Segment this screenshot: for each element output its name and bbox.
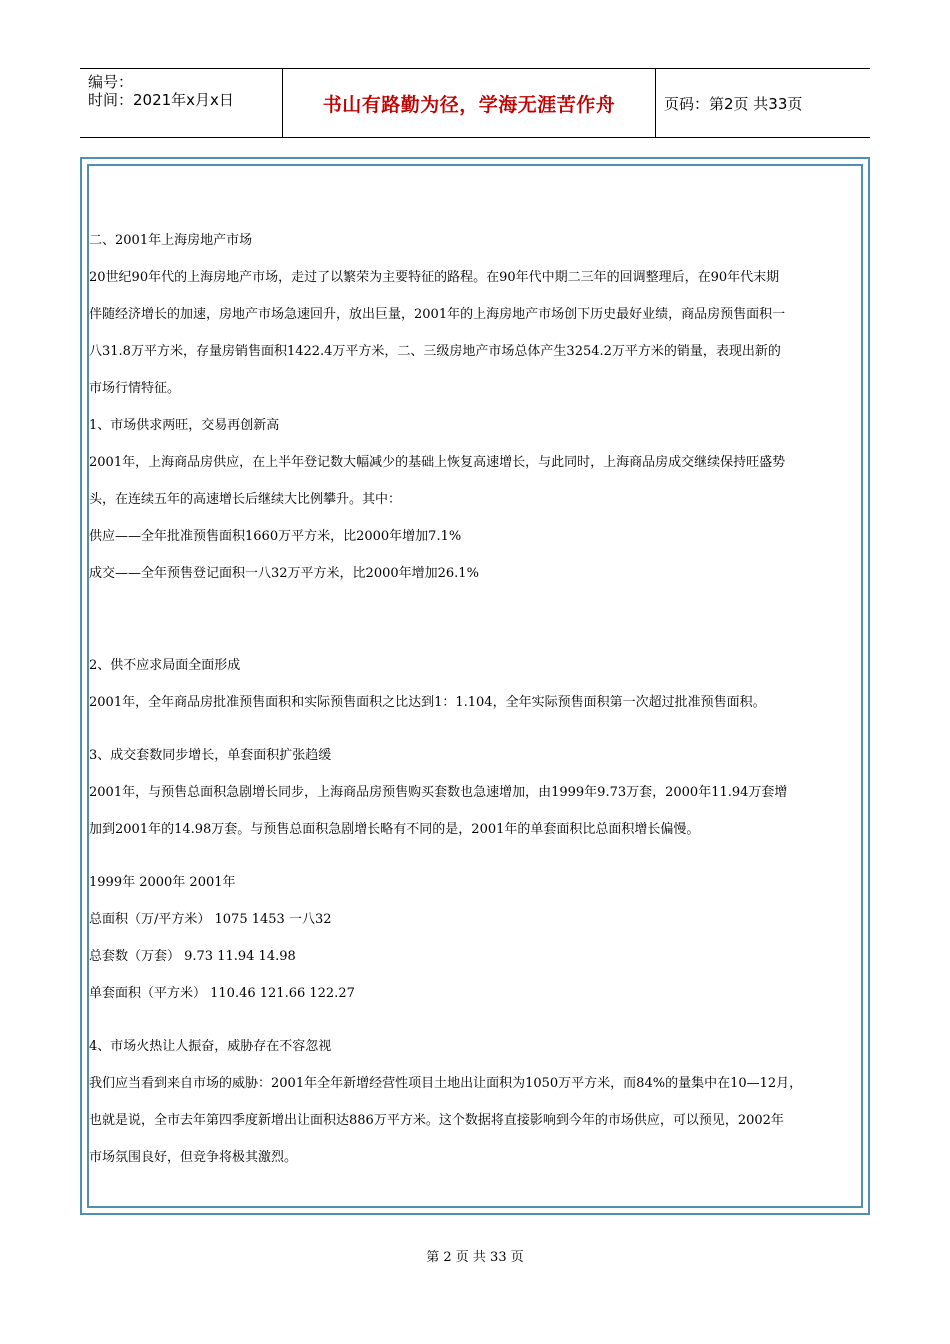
header-page-cell xyxy=(656,69,870,137)
subsection-title-2: 2、供不应求局面全面形成 xyxy=(89,658,241,673)
deal-line: 成交——全年预售登记面积一八32万平方米，比2000年增加26.1% xyxy=(89,566,479,581)
spacer xyxy=(89,592,859,647)
paragraph-line: 市场氛围良好，但竞争将极其激烈。 xyxy=(89,1150,298,1165)
subsection-title-1: 1、市场供求两旺，交易再创新高 xyxy=(89,418,280,433)
section-title: 二、2001年上海房地产市场 xyxy=(89,233,253,248)
paragraph-line: 2001年，上海商品房供应，在上半年登记数大幅减少的基础上恢复高速增长，与此同时，上海商品房成交继续保持旺盛势 xyxy=(89,455,786,470)
paragraph-line: 也就是说，全市去年第四季度新增出让面积达886万平方米。这个数据将直接影响到今年的市场供应，可以预见，2002年 xyxy=(89,1113,784,1128)
paragraph-line: 头，在连续五年的高速增长后继续大比例攀升。其中： xyxy=(89,492,402,507)
paragraph-line: 2001年，全年商品房批准预售面积和实际预售面积之比达到1：1.104，全年实际预售面积第一次超过批准预售面积。 xyxy=(89,695,766,710)
subsection-title-4: 4、市场火热让人振奋，威胁存在不容忽视 xyxy=(89,1039,332,1054)
page-footer: 第 2 页 共 33 页 xyxy=(426,1250,524,1265)
subsection-title-3: 3、成交套数同步增长，单套面积扩张趋缓 xyxy=(89,748,332,763)
table-row: 1999年 2000年 2001年 xyxy=(89,875,236,890)
document-date-label: 时间：2021年x月x日 xyxy=(88,91,234,109)
paragraph-line: 我们应当看到来自市场的威胁：2001年全年新增经营性项目土地出让面积为1050万平方米，而84%的量集中在10—12月， xyxy=(89,1076,803,1091)
table-row: 单套面积（平方米） 110.46 121.66 122.27 xyxy=(89,986,355,1001)
table-row: 总套数（万套） 9.73 11.94 14.98 xyxy=(89,949,296,964)
spacer xyxy=(89,848,859,864)
supply-line: 供应——全年批准预售面积1660万平方米，比2000年增加7.1% xyxy=(89,529,462,544)
spacer xyxy=(89,721,859,737)
page-header xyxy=(80,68,870,138)
paragraph-line: 加到2001年的14.98万套。与预售总面积急剧增长略有不同的是，2001年的单套面积比总面积增长偏慢。 xyxy=(89,822,700,837)
header-motto-cell xyxy=(282,69,656,137)
motto-text: 书山有路勤为径，学海无涯苦作舟 xyxy=(322,93,616,116)
document-number-label: 编号： xyxy=(88,73,134,91)
header-page-number: 页码：第2页 共33页 xyxy=(664,94,803,113)
paragraph-line: 市场行情特征。 xyxy=(89,381,181,396)
document-body xyxy=(89,222,859,1176)
paragraph-line: 2001年，与预售总面积急剧增长同步，上海商品房预售购买套数也急速增加，由1999年9.73万套，2000年11.94万套增 xyxy=(89,785,788,800)
table-row: 总面积（万/平方米） 1075 1453 一八32 xyxy=(89,912,332,927)
header-info-cell xyxy=(80,69,282,137)
paragraph-line: 八31.8万平方米，存量房销售面积1422.4万平方米，二、三级房地产市场总体产生3254.2万平方米的销量，表现出新的 xyxy=(89,344,781,359)
paragraph-line: 伴随经济增长的加速，房地产市场急速回升，放出巨量，2001年的上海房地产市场创下历史最好业绩，商品房预售面积一 xyxy=(89,307,786,322)
paragraph-line: 20世纪90年代的上海房地产市场，走过了以繁荣为主要特征的路程。在90年代中期二三年的回调整理后，在90年代末期 xyxy=(89,270,780,285)
spacer xyxy=(89,1012,859,1028)
